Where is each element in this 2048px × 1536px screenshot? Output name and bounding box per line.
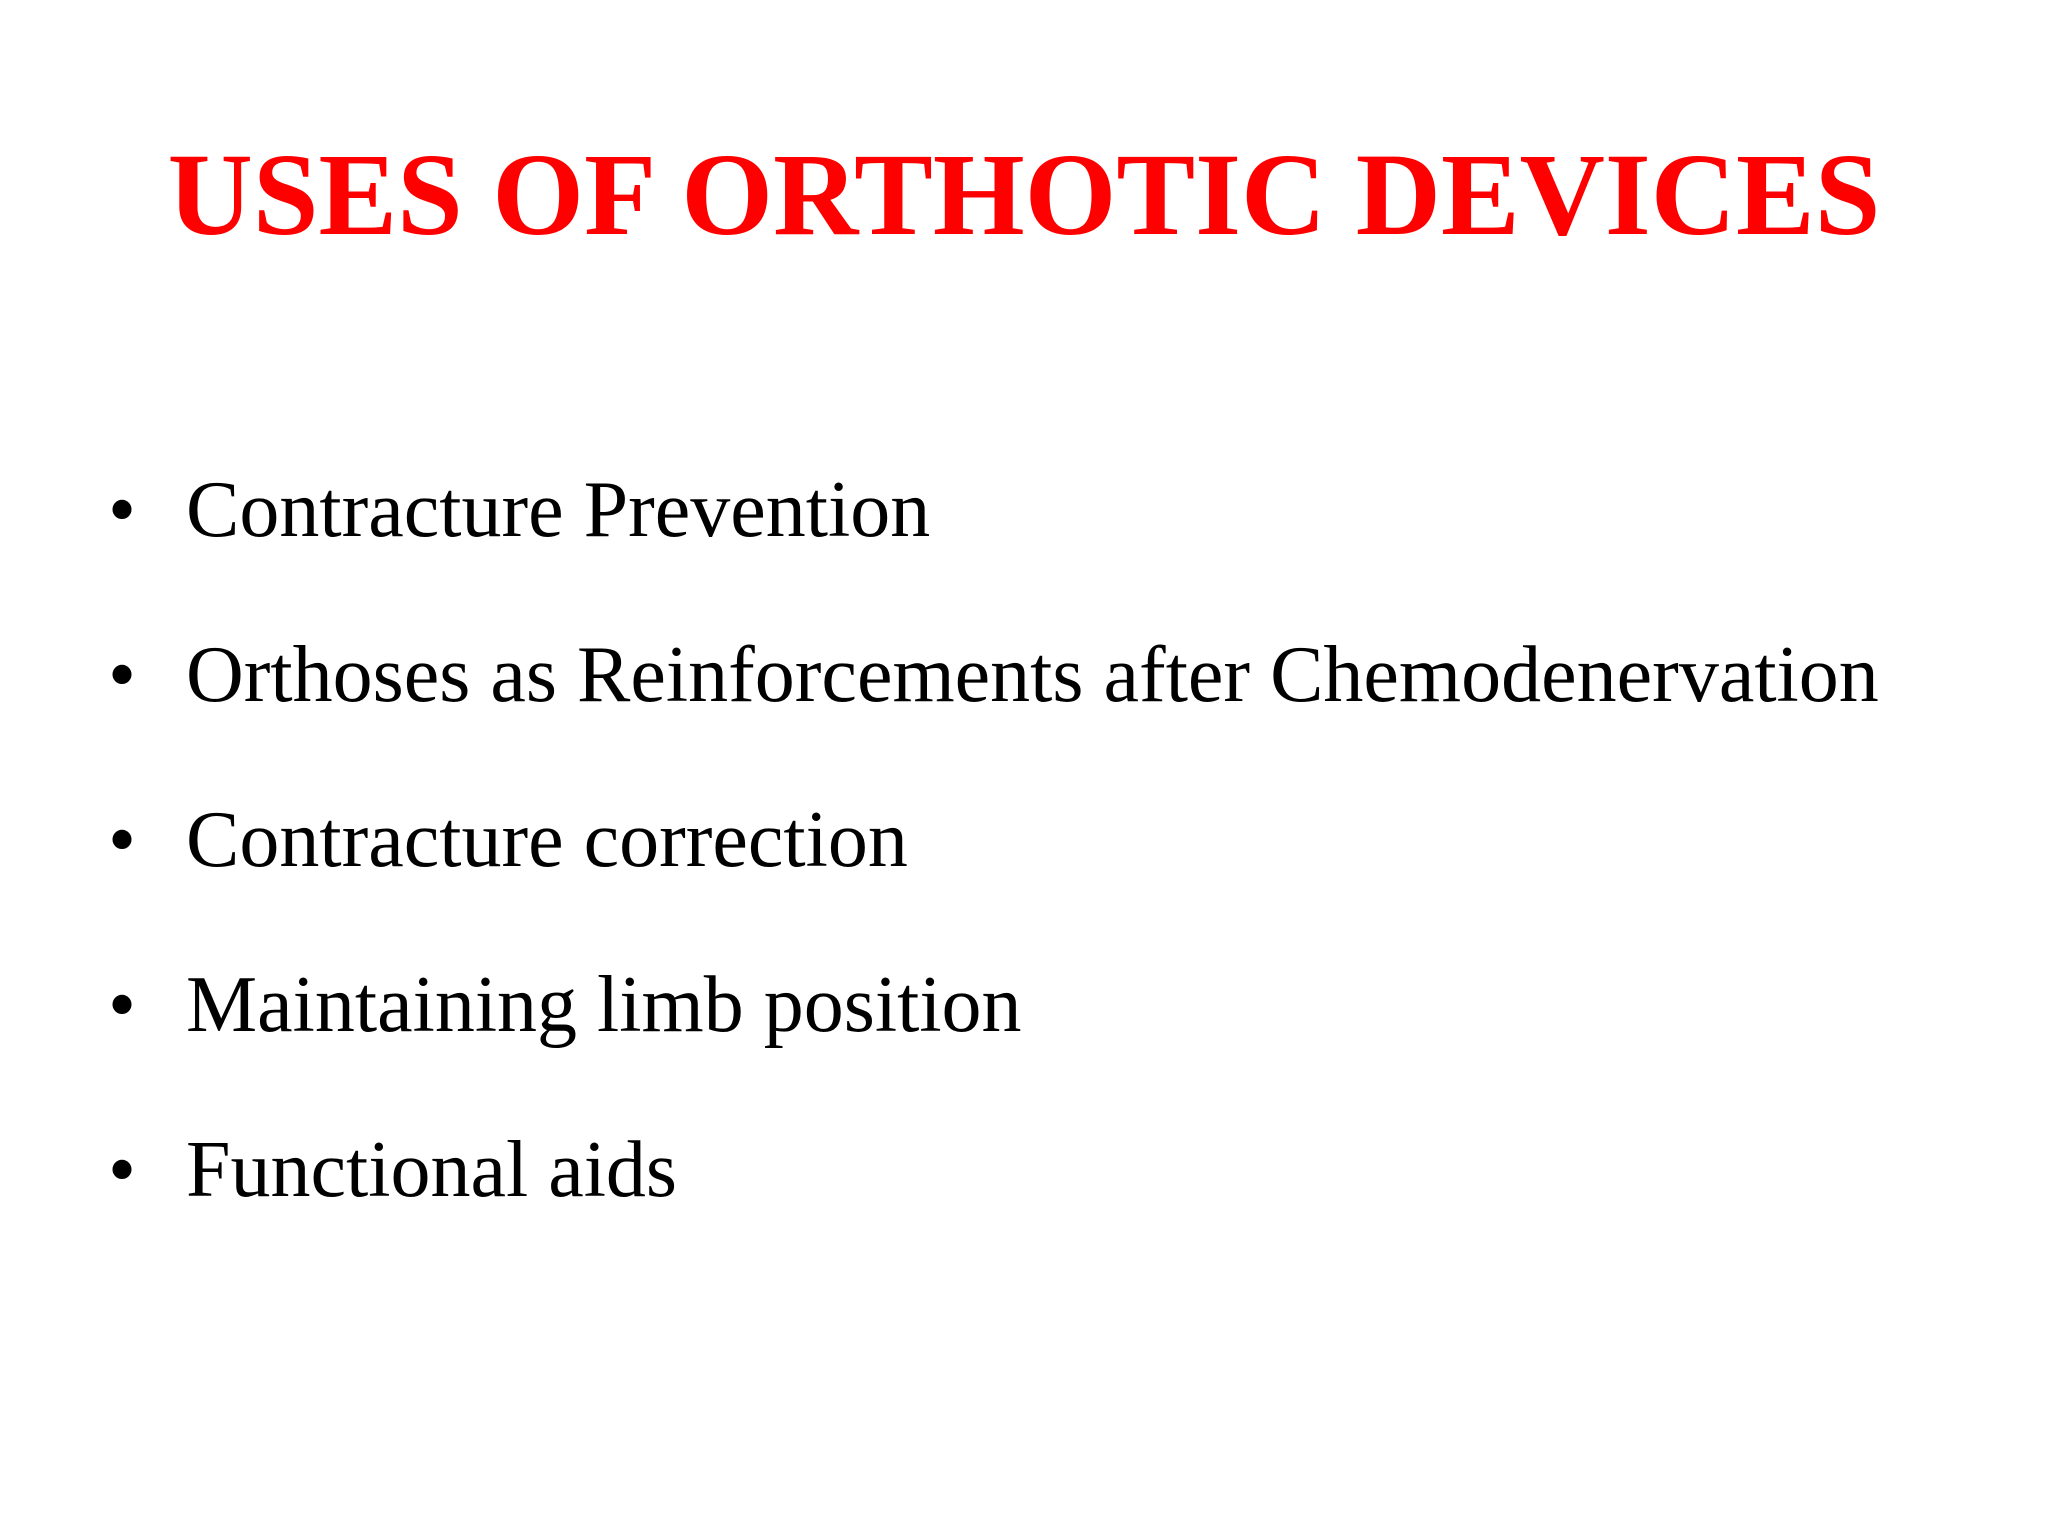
bullet-text: Contracture correction [186,796,908,884]
bullet-text: Maintaining limb position [186,961,1022,1049]
list-item [108,955,1879,1120]
bullet-text: Orthoses as Reinforcements after Chemodenervation [186,631,1879,719]
bullet-icon: • [108,1126,137,1214]
bullet-icon: • [108,631,137,719]
list-item [108,790,1879,955]
bullet-text: Contracture Prevention [186,466,931,554]
slide-title: USES OF ORTHOTIC DEVICES [167,129,1881,260]
list-item [108,1120,1879,1285]
bullet-icon: • [108,796,137,884]
list-item [108,625,1879,790]
bullet-icon: • [108,961,137,1049]
list-item [108,460,1879,625]
bullet-list [108,460,1879,1285]
bullet-icon: • [108,466,137,554]
bullet-text: Functional aids [186,1126,678,1214]
